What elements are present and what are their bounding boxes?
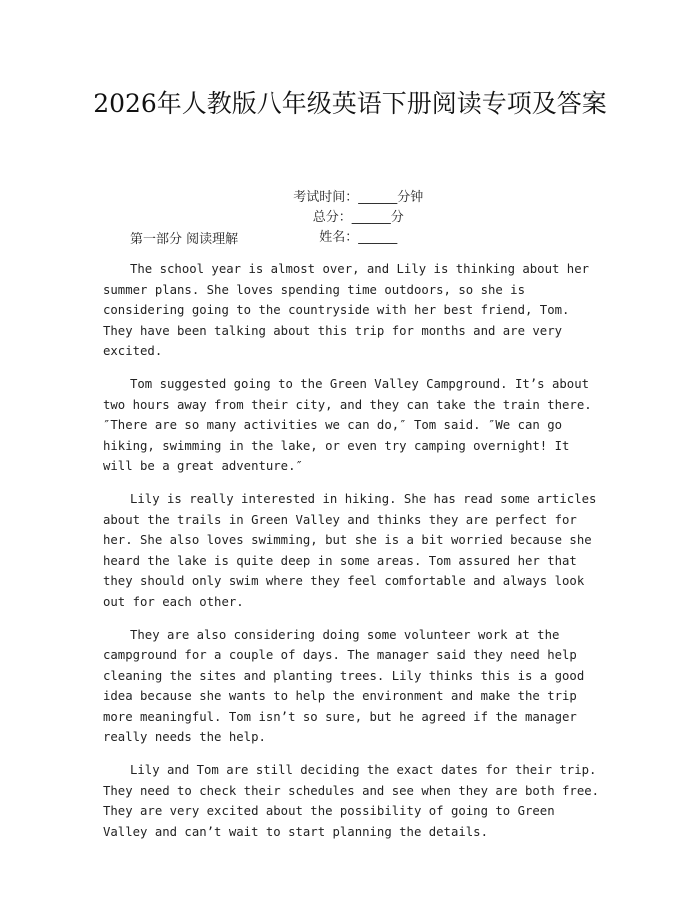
passage-paragraph-3: Lily is really interested in hiking. She has read some articles about the trails in Green Valley and thinks they are perfect for her. She also loves swimming, but she is a bit worried because she heard the lake is quite deep in some areas. Tom assured her that they should only swim where they feel comfortable and always look out for each other. xyxy=(103,491,597,609)
exam-meta-line xyxy=(0,168,700,268)
passage-paragraph-4: They are also considering doing some volunteer work at the campground for a couple of days. The manager said they need help cleaning the sites and planting trees. Lily thinks this is a good idea because she wants to help the environment and make the trip more meaningful. Tom isn’t so sure, but he agreed if the manager really needs the help. xyxy=(103,627,585,745)
passage-paragraph-1: The school year is almost over, and Lily is thinking about her summer plans. She loves spending time outdoors, so she is considering going to the countryside with her best friend, Tom. They have been talking about this trip for months and are very excited. xyxy=(103,262,590,359)
passage-paragraph-5: Lily and Tom are still deciding the exact dates for their trip. They need to check their schedules and see when they are both free. They are very excited about the possibility of going to Green Valley and can’t wait to start planning the details. xyxy=(103,763,600,839)
student-name-field: 姓名：______ xyxy=(319,230,398,245)
passage-paragraph-2: Tom suggested going to the Green Valley Campground. It’s about two hours away from their city, and they can take the train there. ″There are so many activities we can do,″ Tom said. ″We can go hiking, swimming in the lake, or even try camping overnight! It will be a great adventure.″ xyxy=(103,376,592,474)
document-title: 2026年人教版八年级英语下册阅读专项及答案 xyxy=(93,89,607,118)
exam-time-field: 考试时间：______分钟 xyxy=(293,190,424,205)
section-heading: 第一部分 阅读理解 xyxy=(130,232,239,247)
total-score-field: 总分：______分 xyxy=(312,210,404,225)
reading-passage xyxy=(103,259,603,854)
